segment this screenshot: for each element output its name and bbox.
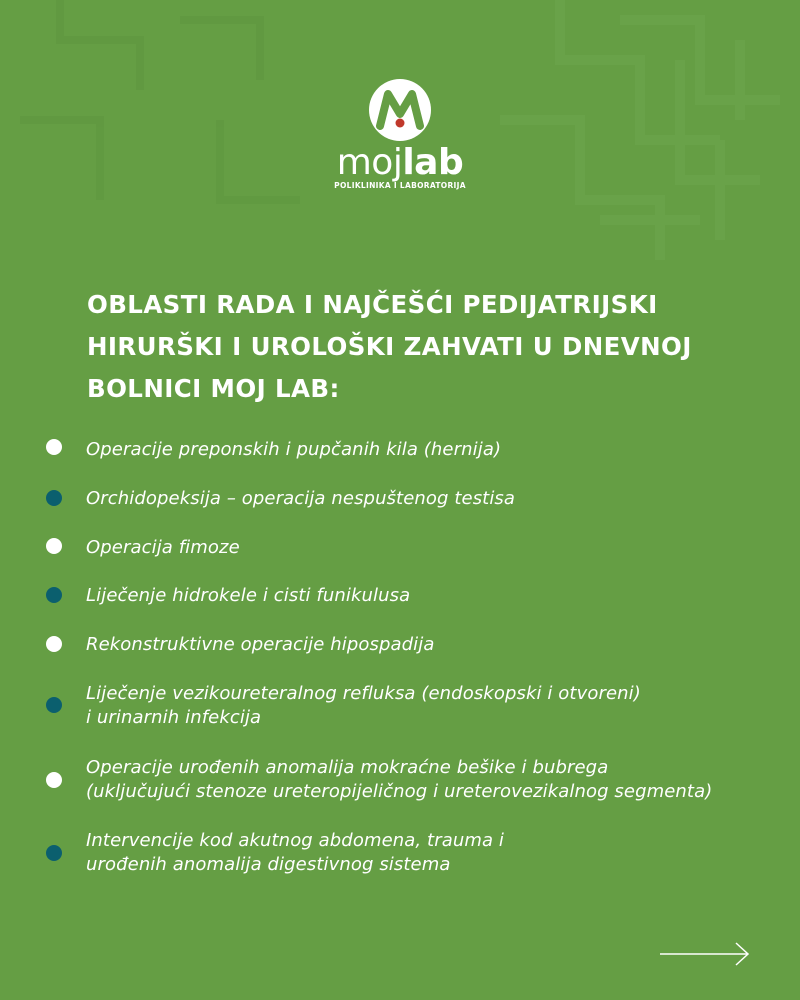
- list-item-text: [86, 829, 791, 877]
- list-item-text: [86, 633, 791, 657]
- heading-line: HIRURŠKI I UROLOŠKI ZAHVATI U DNEVNOJ: [87, 332, 692, 361]
- list-item-text: [86, 487, 791, 511]
- arrow-right-icon[interactable]: [658, 940, 752, 968]
- list-item-line: Rekonstruktivne operacije hipospadija: [86, 634, 435, 655]
- list-item-line: (uključujući stenoze ureteropijeličnog i ureterovezikalnog segmenta): [86, 781, 713, 802]
- brand-name-part1: moj: [336, 142, 403, 183]
- list-item-line: Liječenje vezikoureteralnog refluksa (endoskopski i otvoreni): [86, 683, 641, 704]
- bullet-icon: [46, 697, 62, 713]
- list-item-line: i urinarnih infekcija: [86, 707, 262, 728]
- bullet-icon: [46, 636, 62, 652]
- mojlab-m-logo-icon: [368, 78, 432, 142]
- bullet-icon: [46, 587, 62, 603]
- brand-logo: [300, 78, 500, 208]
- list-item-text: [86, 438, 791, 462]
- list-item-text: [86, 682, 791, 730]
- brand-wordmark: [300, 144, 500, 182]
- list-item-line: Operacije urođenih anomalija mokraćne bešike i bubrega: [86, 757, 609, 778]
- page-heading: [87, 284, 767, 410]
- bullet-icon: [46, 845, 62, 861]
- bullet-icon: [46, 538, 62, 554]
- bullet-icon: [46, 490, 62, 506]
- list-item-line: urođenih anomalija digestivnog sistema: [86, 854, 451, 875]
- list-item-line: Intervencije kod akutnog abdomena, trauma i: [86, 830, 505, 851]
- list-item-line: Operacije preponskih i pupčanih kila (hernija): [86, 439, 502, 460]
- list-item-line: Liječenje hidrokele i cisti funikulusa: [86, 585, 411, 606]
- list-item-text: [86, 756, 791, 804]
- brand-name-part2: lab: [402, 142, 464, 183]
- list-item-text: [86, 584, 791, 608]
- heading-line: OBLASTI RADA I NAJČEŠĆI PEDIJATRIJSKI: [87, 290, 658, 319]
- list-item-line: Orchidopeksija – operacija nespuštenog testisa: [86, 488, 516, 509]
- heading-line: BOLNICI MOJ LAB:: [87, 374, 340, 403]
- list-item-text: [86, 536, 791, 560]
- bullet-icon: [46, 439, 62, 455]
- bullet-icon: [46, 772, 62, 788]
- brand-subtitle: POLIKLINIKA I LABORATORIJA: [334, 181, 466, 190]
- list-item-line: Operacija fimoze: [86, 537, 240, 558]
